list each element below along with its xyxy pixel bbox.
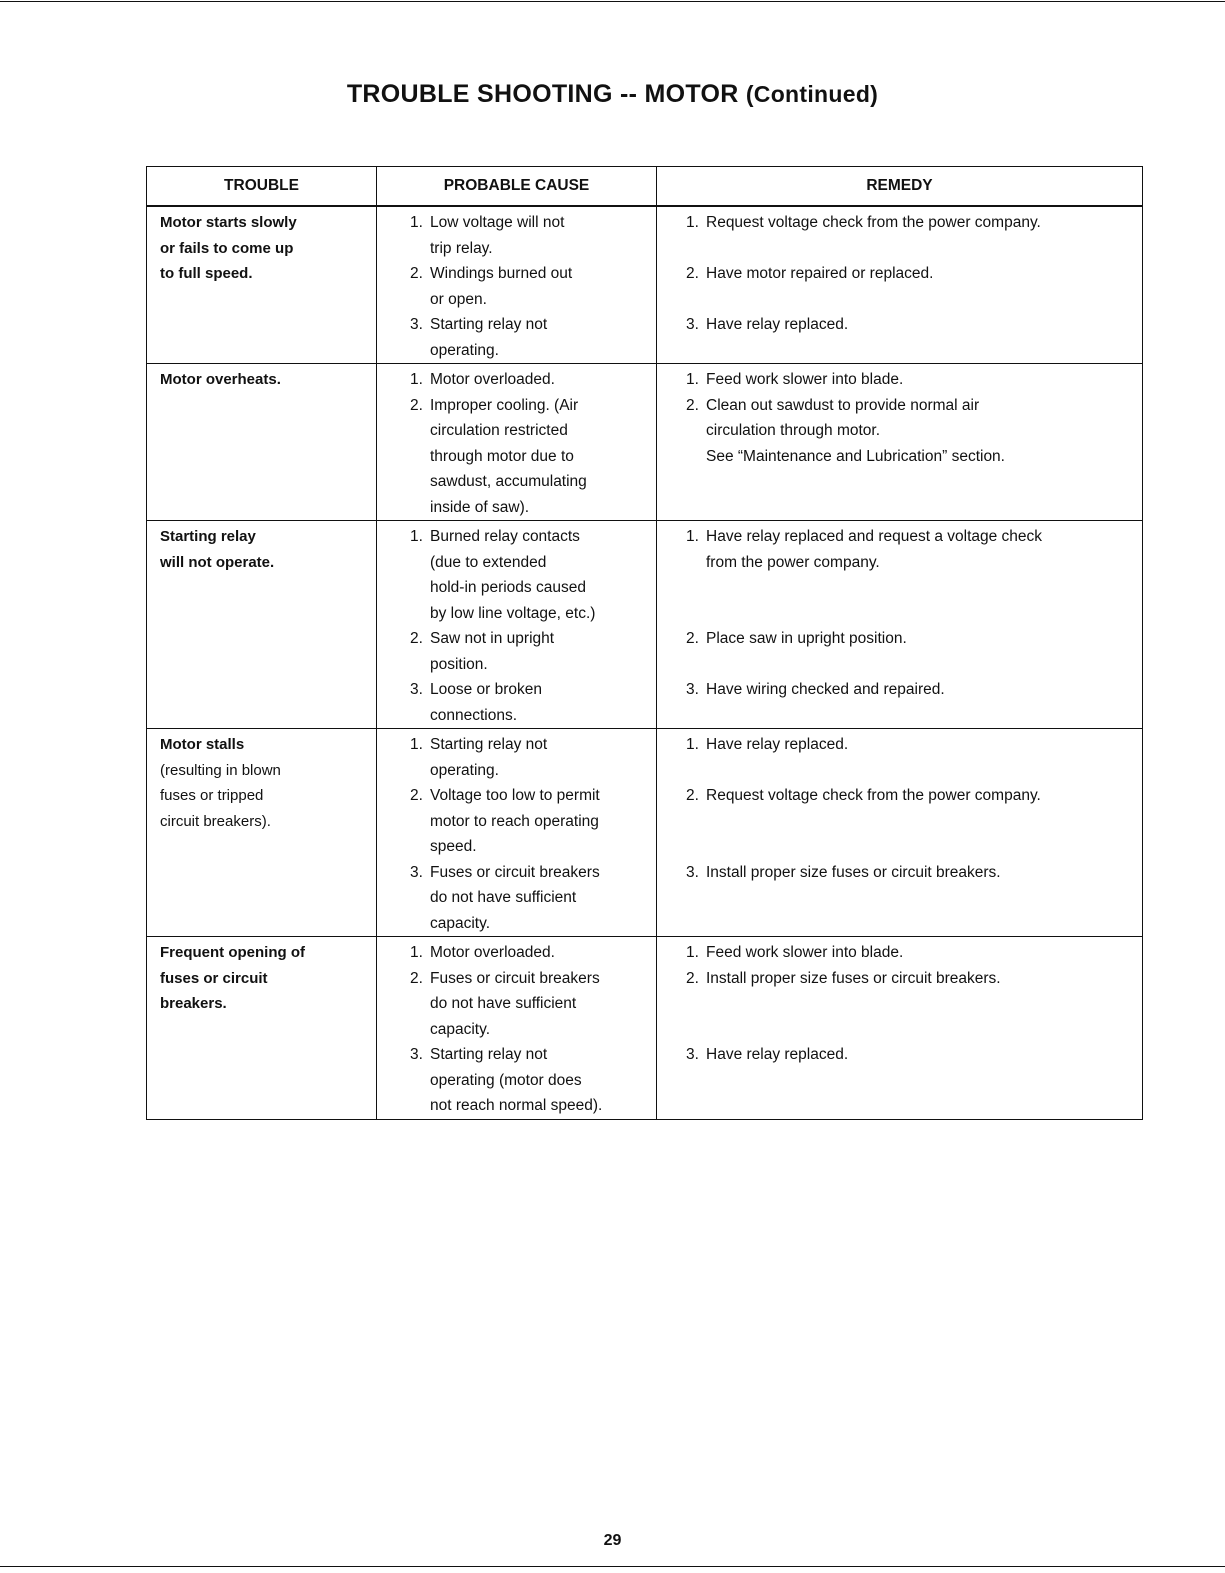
remedy-line: Have relay replaced. (706, 736, 849, 753)
cause-number: 1. (410, 528, 423, 545)
remedy-line: Have wiring checked and repaired. (706, 681, 945, 698)
trouble-cell (147, 937, 377, 1120)
cause-line: position. (430, 655, 488, 673)
cause-number: 3. (410, 316, 423, 333)
trouble-shooting-table (146, 166, 1143, 1120)
remedy-number: 2. (686, 396, 699, 414)
remedy-spacer (670, 809, 1132, 835)
remedy-cell (657, 521, 1143, 729)
cause-line: hold-in periods caused (430, 579, 586, 596)
cause-item (390, 860, 646, 937)
cause-line: Voltage too low to permit (430, 787, 600, 804)
remedy-item (670, 626, 1132, 652)
remedy-number: 3. (686, 681, 699, 698)
cause-number: 2. (410, 396, 423, 414)
trouble-cell (147, 729, 377, 937)
cause-line: Motor overloaded. (430, 944, 555, 961)
trouble-cell (147, 521, 377, 729)
remedy-spacer (670, 758, 1132, 784)
cause-line: Loose or broken (430, 681, 543, 698)
remedy-line: Have relay replaced. (706, 316, 849, 333)
remedy-line: Request voltage check from the power company. (706, 214, 1041, 231)
remedy-line: Clean out sawdust to provide normal air (706, 396, 980, 414)
cause-line: sawdust, accumulating (430, 473, 587, 490)
remedy-number: 2. (686, 630, 699, 647)
trouble-line: (resulting in blown (160, 761, 281, 779)
header-trouble: TROUBLE (147, 167, 377, 207)
header-remedy: REMEDY (657, 167, 1143, 207)
cause-number: 1. (410, 944, 423, 961)
cause-line: Starting relay not (430, 736, 548, 753)
remedy-cell (657, 729, 1143, 937)
cause-line: Motor overloaded. (430, 371, 555, 388)
remedy-text (706, 940, 1132, 966)
cause-text (430, 210, 646, 261)
remedy-spacer (670, 575, 1132, 601)
remedy-number: 2. (686, 969, 699, 987)
remedy-item (670, 783, 1132, 809)
cause-number: 2. (410, 265, 423, 282)
cause-number: 3. (410, 681, 423, 698)
remedy-cell (657, 206, 1143, 364)
trouble-line: or fails to come up (160, 239, 294, 257)
cause-item (390, 966, 646, 1043)
cause-item (390, 367, 646, 393)
cause-line: Low voltage will not (430, 214, 565, 231)
header-probable-cause: PROBABLE CAUSE (377, 167, 657, 207)
remedy-text (706, 312, 1132, 338)
remedy-item (670, 312, 1132, 338)
cause-item (390, 626, 646, 677)
trouble-cell (147, 206, 377, 364)
remedy-line: from the power company. (706, 553, 880, 571)
cause-line: capacity. (430, 914, 491, 932)
remedy-line: Feed work slower into blade. (706, 371, 904, 388)
cause-line: motor to reach operating (430, 812, 599, 830)
remedy-cell (657, 364, 1143, 521)
remedy-text (706, 783, 1132, 809)
cause-line: inside of saw). (430, 498, 530, 516)
cause-text (430, 261, 646, 312)
cause-line: operating. (430, 761, 499, 779)
cause-text (430, 860, 646, 937)
remedy-line: Install proper size fuses or circuit breakers. (706, 863, 1001, 881)
cause-line: Starting relay not (430, 316, 548, 333)
trouble-line: circuit breakers). (160, 812, 271, 830)
trouble-line: will not operate. (160, 553, 275, 571)
remedy-line: Have relay replaced and request a voltage check (706, 528, 1043, 545)
remedy-text (706, 677, 1132, 703)
remedy-item (670, 367, 1132, 393)
top-rule (0, 1, 1225, 2)
trouble-line: Motor starts slowly (160, 214, 297, 231)
table-row (147, 206, 1143, 364)
remedy-item (670, 393, 1132, 470)
cause-line: Fuses or circuit breakers (430, 969, 600, 987)
cause-number: 1. (410, 736, 423, 753)
remedy-number: 1. (686, 736, 699, 753)
remedy-item (670, 940, 1132, 966)
cause-text (430, 312, 646, 363)
cause-text (430, 783, 646, 860)
remedy-spacer (670, 287, 1132, 313)
remedy-number: 1. (686, 371, 699, 388)
cause-item (390, 940, 646, 966)
probable-cause-cell (377, 364, 657, 521)
cause-item (390, 312, 646, 363)
table-header (147, 167, 1143, 207)
cause-item (390, 783, 646, 860)
cause-item (390, 677, 646, 728)
cause-line: do not have sufficient (430, 889, 577, 906)
remedy-item (670, 261, 1132, 287)
remedy-text (706, 367, 1132, 393)
remedy-text (706, 524, 1132, 575)
cause-text (430, 367, 646, 393)
cause-text (430, 677, 646, 728)
header-row (147, 167, 1143, 207)
cause-item (390, 524, 646, 626)
cause-line: not reach normal speed). (430, 1097, 603, 1114)
remedy-number: 3. (686, 316, 699, 333)
probable-cause-cell (377, 937, 657, 1120)
trouble-line: fuses or tripped (160, 787, 264, 804)
cause-number: 1. (410, 214, 423, 231)
remedy-item (670, 210, 1132, 236)
cause-line: trip relay. (430, 239, 493, 257)
remedy-text (706, 966, 1132, 992)
cause-text (430, 626, 646, 677)
cause-item (390, 261, 646, 312)
cause-text (430, 1042, 646, 1119)
cause-line: circulation restricted (430, 422, 568, 439)
remedy-number: 1. (686, 528, 699, 545)
cause-number: 2. (410, 630, 423, 647)
remedy-item (670, 524, 1132, 575)
cause-item (390, 732, 646, 783)
cause-item (390, 393, 646, 521)
remedy-number: 2. (686, 265, 699, 282)
trouble-line: Motor overheats. (160, 371, 281, 388)
probable-cause-cell (377, 729, 657, 937)
bottom-rule (0, 1566, 1225, 1567)
cause-line: speed. (430, 838, 477, 855)
table-row (147, 937, 1143, 1120)
remedy-text (706, 261, 1132, 287)
remedy-text (706, 860, 1132, 886)
cause-text (430, 966, 646, 1043)
cause-line: (due to extended (430, 553, 547, 571)
table-row (147, 364, 1143, 521)
remedy-number: 2. (686, 787, 699, 804)
remedy-line: Have relay replaced. (706, 1046, 849, 1063)
remedy-text (706, 393, 1132, 470)
remedy-item (670, 1042, 1132, 1068)
remedy-line: Feed work slower into blade. (706, 944, 904, 961)
remedy-spacer (670, 236, 1132, 262)
remedy-spacer (670, 834, 1132, 860)
remedy-number: 1. (686, 944, 699, 961)
remedy-number: 3. (686, 863, 699, 881)
trouble-line: fuses or circuit (160, 969, 268, 987)
remedy-line: Install proper size fuses or circuit breakers. (706, 969, 1001, 987)
table-row (147, 521, 1143, 729)
cause-line: or open. (430, 290, 487, 308)
page-number: 29 (603, 1532, 622, 1549)
cause-item (390, 1042, 646, 1119)
trouble-line: Motor stalls (160, 736, 245, 753)
cause-line: Improper cooling. (Air (430, 396, 579, 414)
cause-number: 3. (410, 1046, 423, 1063)
trouble-cell (147, 364, 377, 521)
remedy-number: 1. (686, 214, 699, 231)
cause-line: Starting relay not (430, 1046, 548, 1063)
remedy-spacer (670, 601, 1132, 627)
remedy-item (670, 732, 1132, 758)
page-title-suffix: (Continued) (745, 81, 879, 107)
remedy-line: Request voltage check from the power company. (706, 787, 1041, 804)
cause-number: 2. (410, 969, 423, 987)
cause-line: by low line voltage, etc.) (430, 604, 596, 622)
table-body (147, 206, 1143, 1119)
trouble-line: breakers. (160, 995, 227, 1012)
page-title (0, 80, 1225, 109)
remedy-item (670, 677, 1132, 703)
cause-text (430, 732, 646, 783)
trouble-line: to full speed. (160, 265, 253, 282)
remedy-text (706, 626, 1132, 652)
remedy-text (706, 210, 1132, 236)
remedy-spacer (670, 652, 1132, 678)
cause-line: operating. (430, 341, 499, 359)
remedy-text (706, 1042, 1132, 1068)
cause-line: connections. (430, 706, 518, 724)
probable-cause-cell (377, 206, 657, 364)
cause-number: 2. (410, 787, 423, 804)
table-row (147, 729, 1143, 937)
cause-text (430, 524, 646, 626)
cause-line: capacity. (430, 1020, 491, 1038)
probable-cause-cell (377, 521, 657, 729)
cause-line: Burned relay contacts (430, 528, 580, 545)
remedy-number: 3. (686, 1046, 699, 1063)
trouble-line: Frequent opening of (160, 944, 305, 961)
cause-line: operating (motor does (430, 1071, 582, 1089)
cause-line: Saw not in upright (430, 630, 555, 647)
remedy-text (706, 732, 1132, 758)
remedy-spacer (670, 1017, 1132, 1043)
remedy-item (670, 860, 1132, 886)
remedy-item (670, 966, 1132, 992)
remedy-cell (657, 937, 1143, 1120)
cause-text (430, 393, 646, 521)
cause-number: 3. (410, 863, 423, 881)
cause-line: Windings burned out (430, 265, 573, 282)
cause-item (390, 210, 646, 261)
remedy-line: See “Maintenance and Lubrication” section. (706, 447, 1005, 465)
remedy-line: Have motor repaired or replaced. (706, 265, 934, 282)
cause-text (430, 940, 646, 966)
remedy-spacer (670, 991, 1132, 1017)
remedy-line: Place saw in upright position. (706, 630, 907, 647)
trouble-line: Starting relay (160, 528, 256, 545)
cause-line: through motor due to (430, 447, 574, 465)
remedy-line: circulation through motor. (706, 422, 881, 439)
page-title-main: TROUBLE SHOOTING -- MOTOR (346, 80, 739, 108)
cause-number: 1. (410, 371, 423, 388)
cause-line: do not have sufficient (430, 995, 577, 1012)
cause-line: Fuses or circuit breakers (430, 863, 600, 881)
